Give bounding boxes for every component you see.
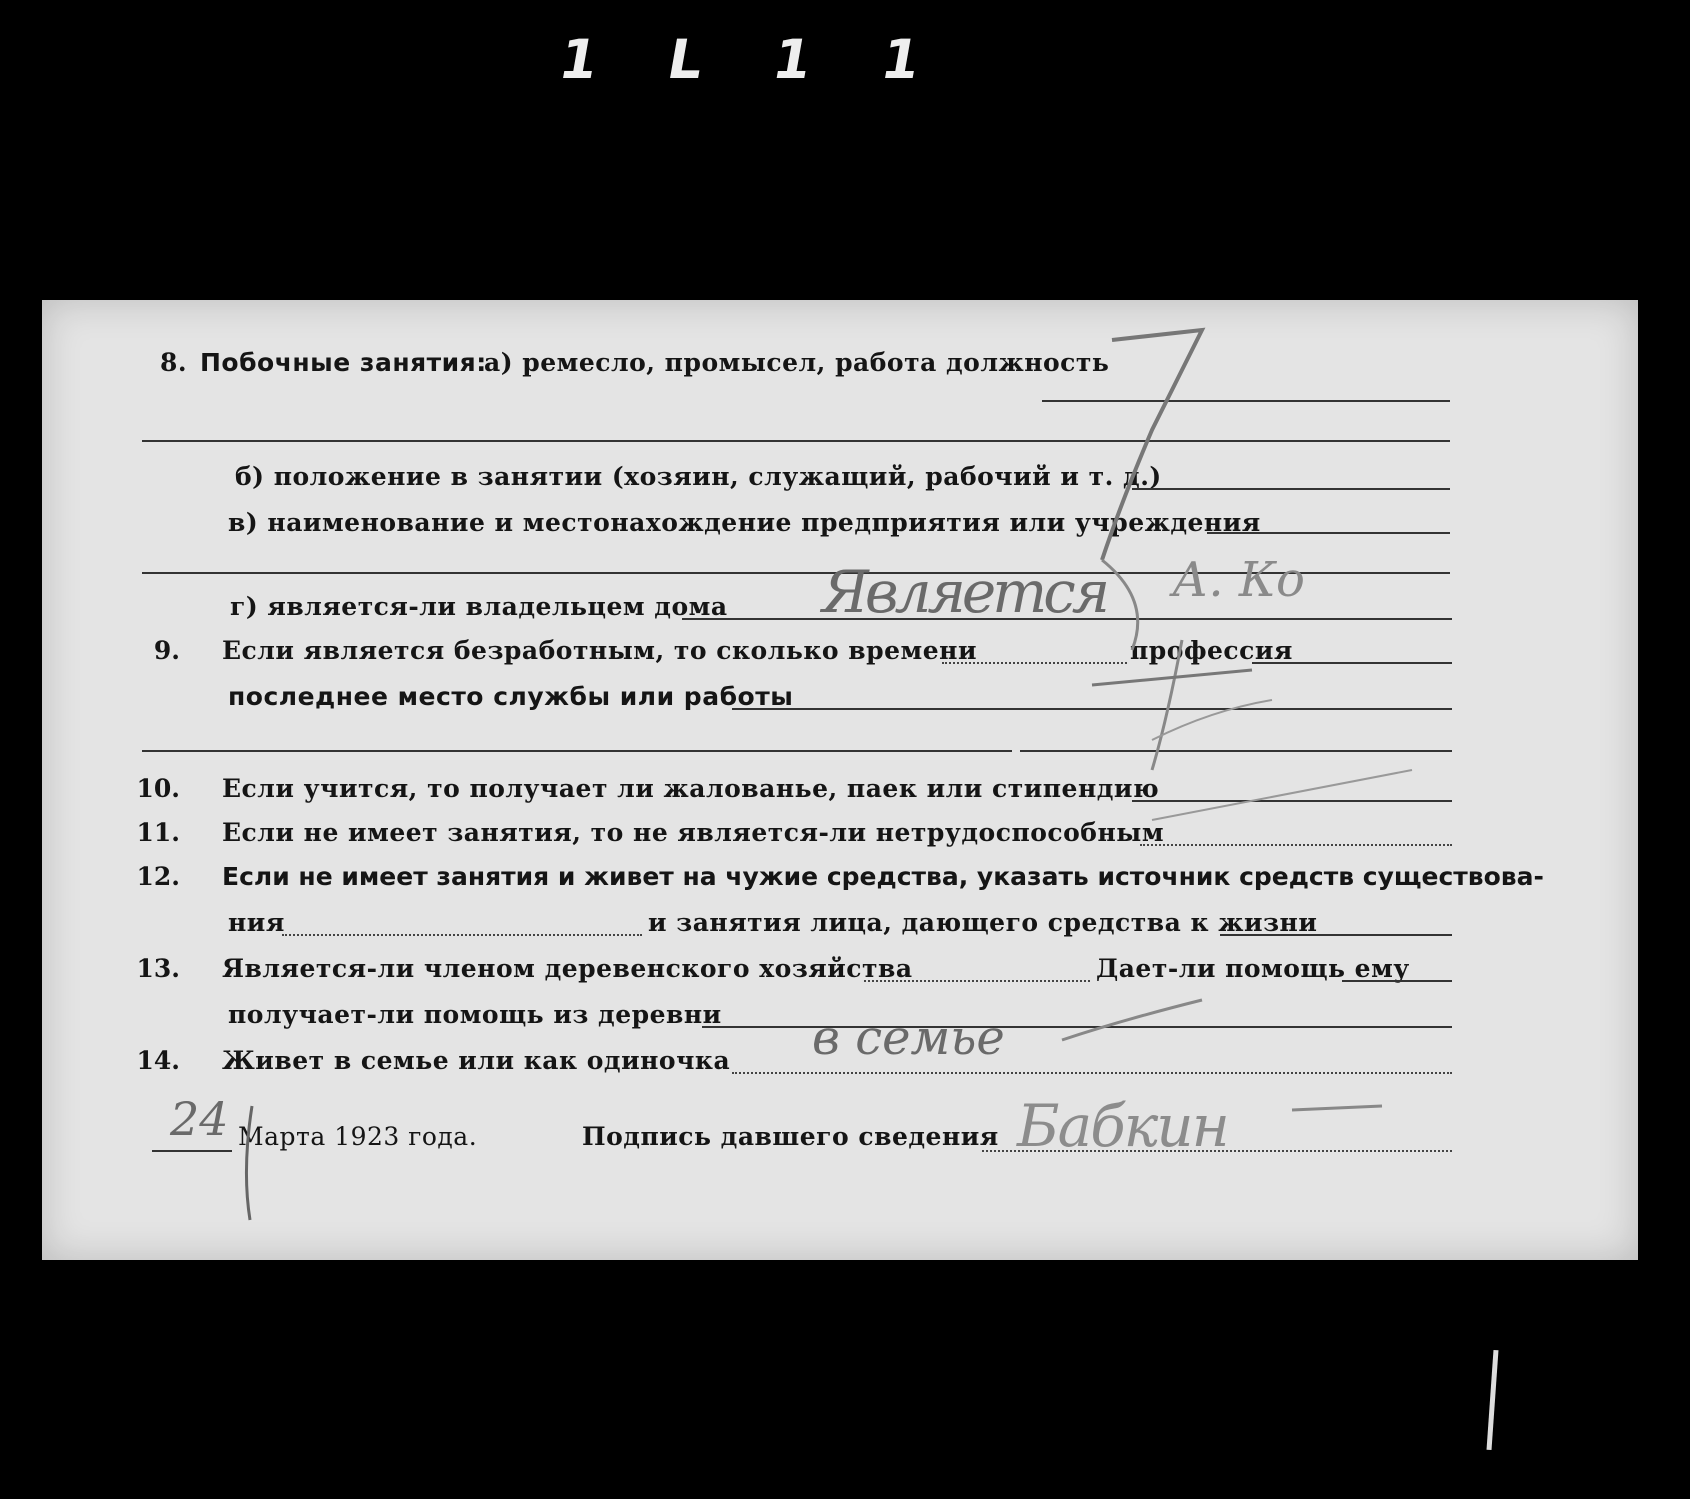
archive-mark: 1 L 1 1	[554, 28, 952, 91]
handwritten-house-owner-tail: А. Ко	[1172, 552, 1305, 608]
item-13-text: Является-ли членом деревенского хозяйства	[222, 954, 913, 983]
item-9b-line3	[1020, 750, 1452, 752]
item-8a-text: а) ремесло, промысел, работа должность	[484, 348, 1110, 377]
item-8b-line	[1132, 488, 1450, 490]
item-13-help: Дает-ли помощь ему	[1096, 954, 1410, 983]
item-12b-line	[1220, 934, 1452, 936]
item-8a-line2	[142, 440, 1450, 442]
item-11-text: Если не имеет занятия, то не является-ли нетрудоспособным	[222, 818, 1165, 847]
item-11-dotted	[1140, 844, 1452, 846]
item-9-text: Если является безработным, то сколько времени	[222, 636, 977, 665]
item-8a-line	[1042, 400, 1450, 402]
item-12b-text: и занятия лица, дающего средства к жизни	[648, 908, 1318, 937]
item-11-number: 11.	[136, 818, 180, 847]
film-scratch	[1487, 1350, 1499, 1450]
item-9-dotted	[942, 662, 1127, 664]
item-9-number: 9.	[153, 636, 180, 665]
item-9b-text: последнее место службы или работы	[228, 682, 794, 711]
item-9-line	[1252, 662, 1452, 664]
item-10-line	[1132, 800, 1452, 802]
item-12b-start: ния	[228, 908, 285, 937]
item-8c-line	[1207, 532, 1450, 534]
item-10-text: Если учится, то получает ли жалованье, паек или стипендию	[222, 774, 1160, 803]
item-13b-text: получает-ли помощь из деревни	[228, 1000, 722, 1029]
item-12-text: Если не имеет занятия и живет на чужие средства, указать источник средств существова-	[222, 862, 1544, 891]
item-8-label: Побочные занятия:	[200, 348, 487, 377]
handwritten-signature: Бабкин	[1017, 1092, 1228, 1160]
item-8c-text: в) наименование и местонахождение предприятия или учреждения	[228, 508, 1261, 537]
item-14-dotted	[732, 1072, 1452, 1074]
item-8b-text: б) положение в занятии (хозяин, служащий, рабочий и т. д.)	[235, 462, 1162, 491]
footer-signature-label: Подпись давшего сведения	[582, 1122, 999, 1151]
census-card	[42, 300, 1638, 1260]
item-13-number: 13.	[136, 954, 180, 983]
footer-date: Марта 1923 года.	[238, 1122, 478, 1151]
footer-day: 24	[170, 1092, 229, 1146]
item-9b-line2	[142, 750, 1012, 752]
item-14-number: 14.	[136, 1046, 180, 1075]
handwritten-house-owner: Является	[822, 558, 1107, 626]
footer-day-line	[152, 1150, 232, 1152]
item-13-dotted	[864, 980, 1090, 982]
item-10-number: 10.	[136, 774, 180, 803]
item-12b-dotted	[282, 934, 642, 936]
item-8-number: 8.	[160, 348, 188, 377]
item-8d-text: г) является-ли владельцем дома	[230, 592, 728, 621]
item-9b-line	[732, 708, 1452, 710]
item-13-line	[1342, 980, 1452, 982]
item-14-text: Живет в семье или как одиночка	[222, 1046, 731, 1075]
handwritten-family: в семье	[812, 1010, 1005, 1066]
item-12-number: 12.	[136, 862, 180, 891]
item-9-profession: профессия	[1130, 636, 1293, 665]
